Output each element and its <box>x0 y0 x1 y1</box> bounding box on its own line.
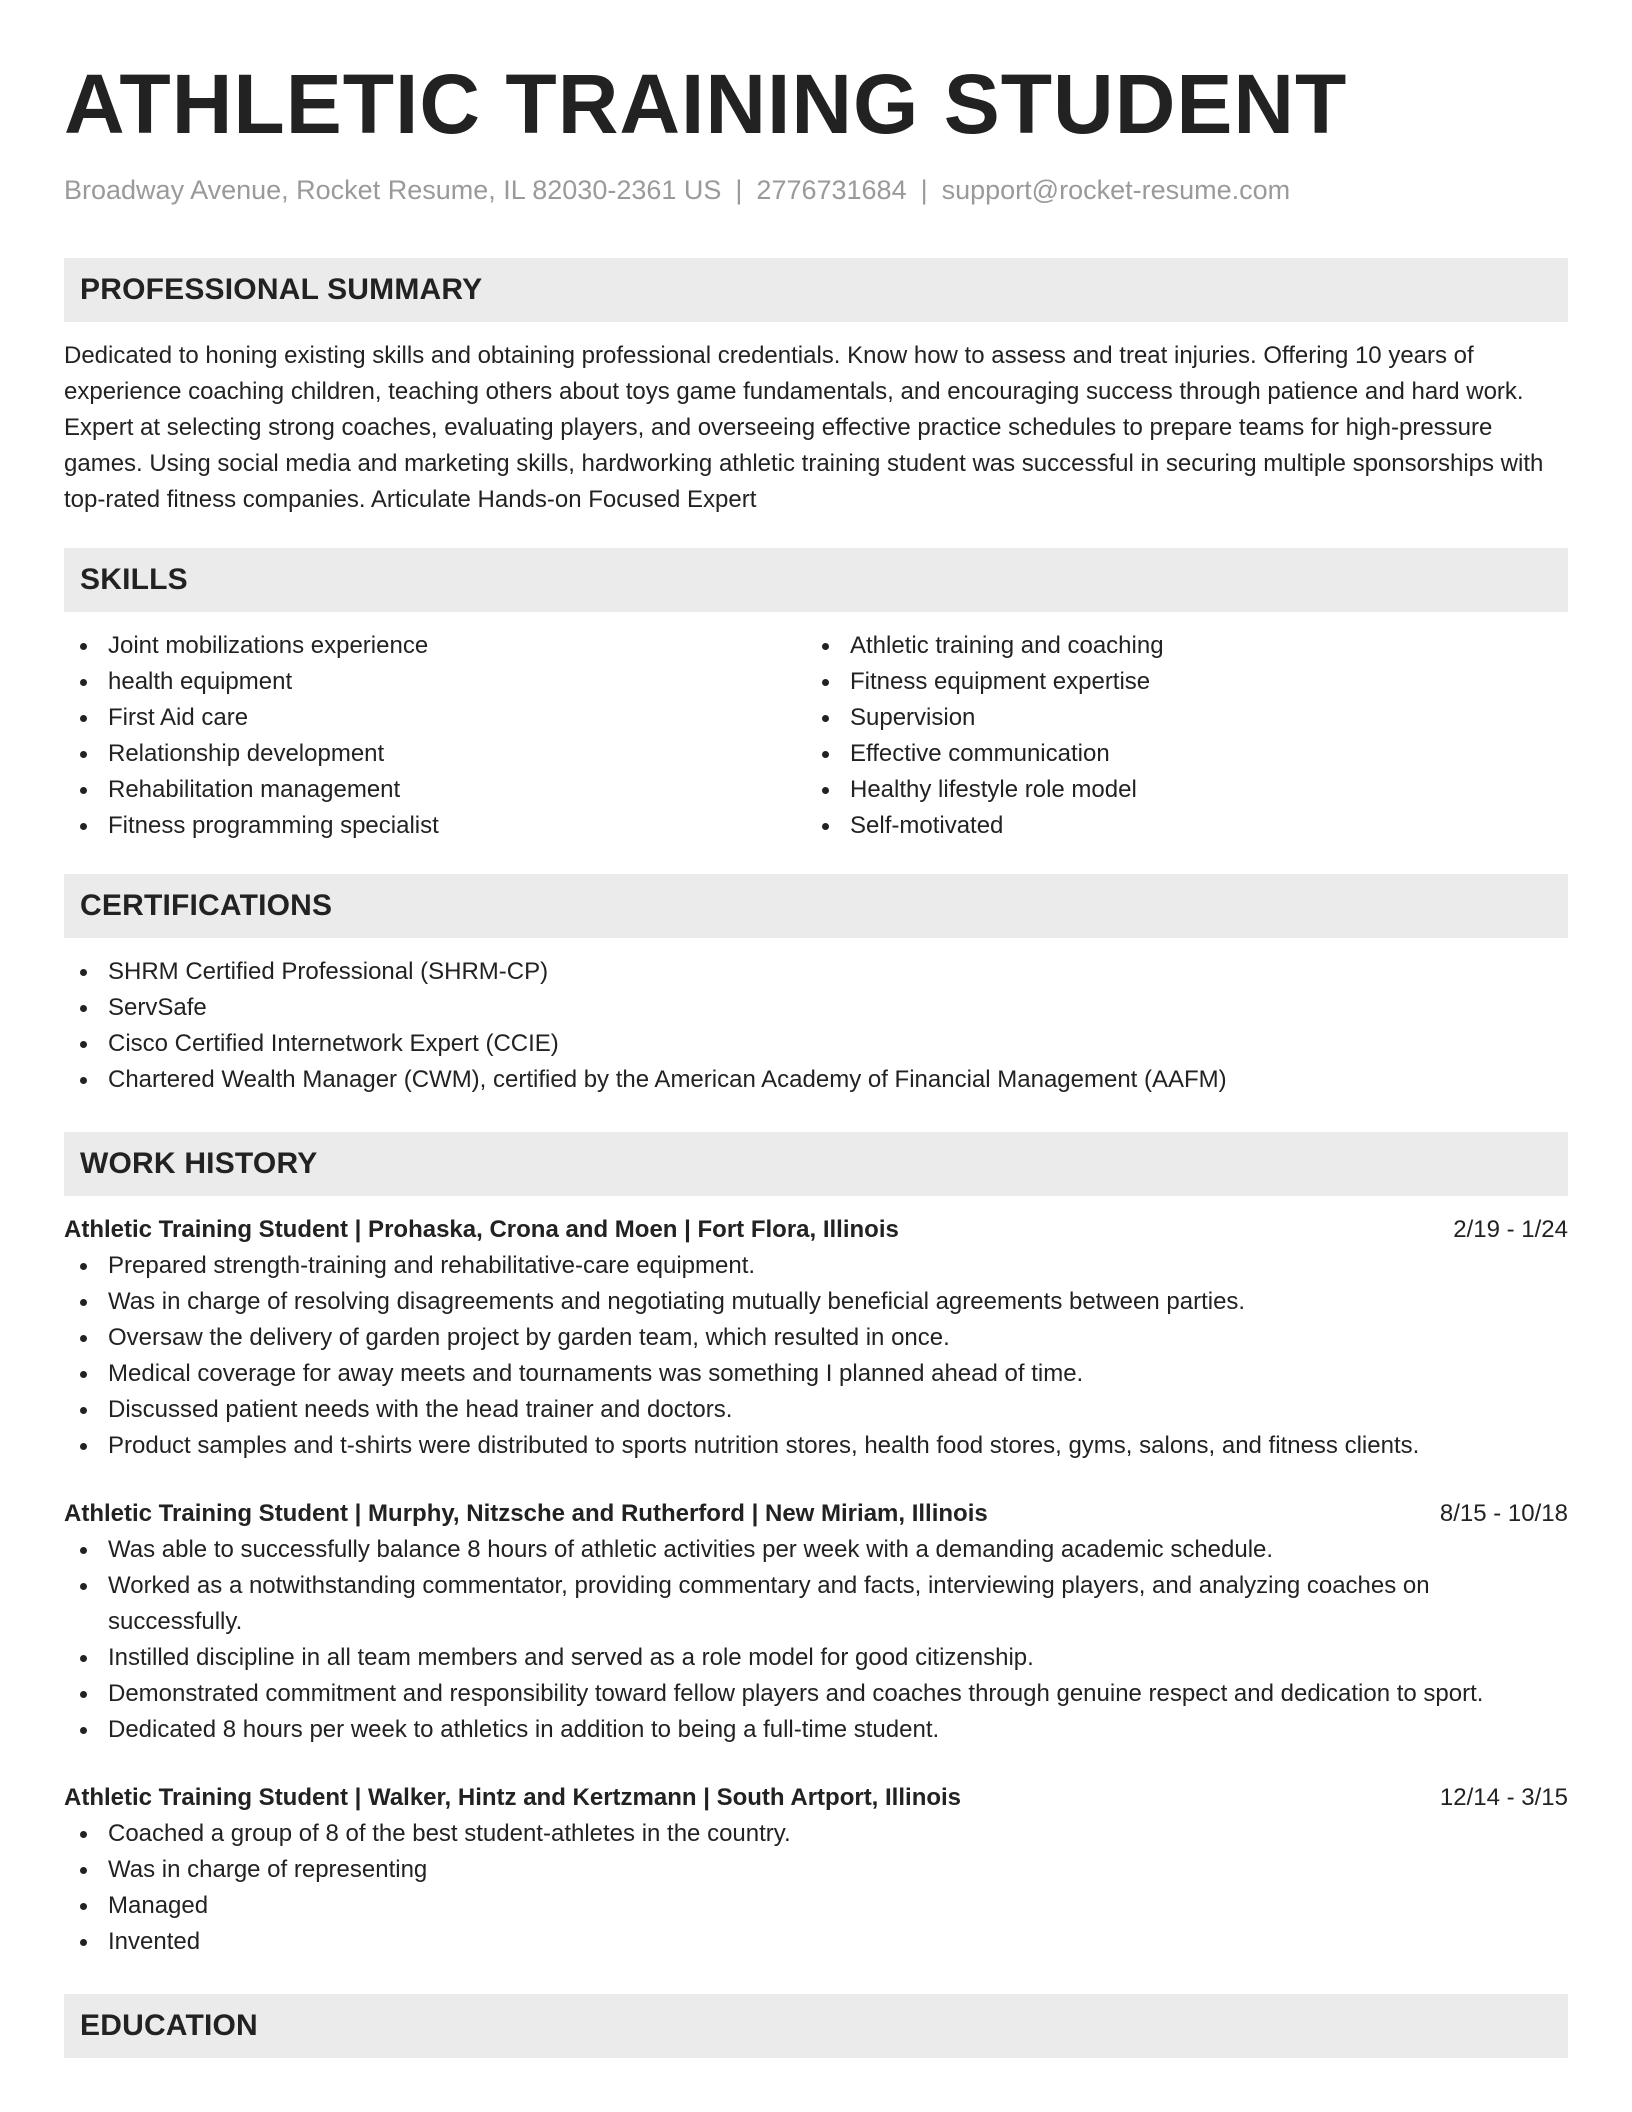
section-header-education <box>64 1994 1568 2058</box>
job-header <box>64 1780 1568 1816</box>
skill-item: Joint mobilizations experience <box>64 628 806 664</box>
contact-email[interactable]: support@rocket-resume.com <box>941 175 1291 205</box>
section-title: EDUCATION <box>80 2009 258 2043</box>
skill-item: Athletic training and coaching <box>806 628 1548 664</box>
skill-item: Fitness programming specialist <box>64 808 806 844</box>
contact-line <box>64 174 1568 206</box>
job-bullet: Was in charge of resolving disagreements and negotiating mutually beneficial agreements between parties. <box>64 1284 1568 1320</box>
section-title: PROFESSIONAL SUMMARY <box>80 273 483 307</box>
summary-text: Dedicated to honing existing skills and obtaining professional credentials. Know how to assess and treat injuries. Offering 10 years of experience coaching children, teaching others about toys game fundamentals, and encouraging success through patience and hard work. Expert at selecting strong coaches, evaluating players, and overseeing effective practice schedules to prepare teams for high-pressure games. Using social media and marketing skills, hardworking athletic training student was successful in securing multiple sponsorships with top-rated fitness companies. Articulate Hands-on Focused Expert <box>64 342 1544 514</box>
skill-item: Relationship development <box>64 736 806 772</box>
job-entry <box>64 1212 1568 1464</box>
section-header-certifications <box>64 874 1568 938</box>
certification-item: ServSafe <box>64 990 1568 1026</box>
job-bullet: Coached a group of 8 of the best student-athletes in the country. <box>64 1816 1568 1852</box>
job-entry <box>64 1496 1568 1748</box>
skill-item: Self-motivated <box>806 808 1548 844</box>
skill-item: Rehabilitation management <box>64 772 806 808</box>
job-bullet: Demonstrated commitment and responsibility toward fellow players and coaches through genuine respect and dedication to sport. <box>64 1676 1568 1712</box>
job-bullets <box>64 1248 1568 1464</box>
skills-column-right <box>806 628 1548 844</box>
job-bullet: Invented <box>64 1924 1568 1960</box>
job-title: Athletic Training Student | Walker, Hintz and Kertzmann | South Artport, Illinois <box>64 1784 962 1812</box>
skills-grid <box>64 628 1568 844</box>
skills-column-left <box>64 628 806 844</box>
certification-item: SHRM Certified Professional (SHRM-CP) <box>64 954 1568 990</box>
job-dates: 8/15 - 10/18 <box>1439 1500 1568 1528</box>
job-bullets <box>64 1532 1568 1748</box>
section-header-skills <box>64 548 1568 612</box>
certification-item: Chartered Wealth Manager (CWM), certified by the American Academy of Financial Management (AAFM) <box>64 1062 1568 1098</box>
job-entry <box>64 1780 1568 1960</box>
job-bullet: Dedicated 8 hours per week to athletics in addition to being a full-time student. <box>64 1712 1568 1748</box>
section-title: CERTIFICATIONS <box>80 889 333 923</box>
section-header-summary <box>64 258 1568 322</box>
job-header <box>64 1212 1568 1248</box>
skill-item: Effective communication <box>806 736 1548 772</box>
job-dates: 2/19 - 1/24 <box>1453 1216 1568 1244</box>
job-bullet: Medical coverage for away meets and tournaments was something I planned ahead of time. <box>64 1356 1568 1392</box>
job-bullet: Product samples and t-shirts were distributed to sports nutrition stores, health food stores, gyms, salons, and fitness clients. <box>64 1428 1568 1464</box>
certifications-list <box>64 954 1568 1098</box>
job-bullet: Worked as a notwithstanding commentator, providing commentary and facts, interviewing players, and analyzing coaches on successfully. <box>64 1568 1568 1640</box>
contact-phone: 2776731684 <box>756 175 907 205</box>
contact-address: Broadway Avenue, Rocket Resume, IL 82030-2361 US <box>64 175 722 205</box>
job-bullet: Was able to successfully balance 8 hours of athletic activities per week with a demanding academic schedule. <box>64 1532 1568 1568</box>
contact-separator: | <box>735 175 743 205</box>
skill-item: Supervision <box>806 700 1548 736</box>
job-header <box>64 1496 1568 1532</box>
skill-item: Fitness equipment expertise <box>806 664 1548 700</box>
job-bullets <box>64 1816 1568 1960</box>
job-dates: 12/14 - 3/15 <box>1439 1784 1568 1812</box>
section-header-work-history <box>64 1132 1568 1196</box>
job-bullet: Discussed patient needs with the head trainer and doctors. <box>64 1392 1568 1428</box>
candidate-name: ATHLETIC TRAINING STUDENT <box>64 57 1348 151</box>
job-bullet: Instilled discipline in all team members and served as a role model for good citizenship. <box>64 1640 1568 1676</box>
job-bullet: Prepared strength-training and rehabilitative-care equipment. <box>64 1248 1568 1284</box>
resume-page <box>64 0 1568 2058</box>
skill-item: First Aid care <box>64 700 806 736</box>
job-bullet: Was in charge of representing <box>64 1852 1568 1888</box>
job-title: Athletic Training Student | Murphy, Nitzsche and Rutherford | New Miriam, Illinois <box>64 1500 988 1528</box>
job-bullet: Oversaw the delivery of garden project by garden team, which resulted in once. <box>64 1320 1568 1356</box>
section-title: WORK HISTORY <box>80 1147 318 1181</box>
certification-item: Cisco Certified Internetwork Expert (CCIE) <box>64 1026 1568 1062</box>
section-title: SKILLS <box>80 563 188 597</box>
job-bullet: Managed <box>64 1888 1568 1924</box>
skill-item: health equipment <box>64 664 806 700</box>
job-title: Athletic Training Student | Prohaska, Crona and Moen | Fort Flora, Illinois <box>64 1216 899 1244</box>
contact-separator: | <box>920 175 928 205</box>
skill-item: Healthy lifestyle role model <box>806 772 1548 808</box>
